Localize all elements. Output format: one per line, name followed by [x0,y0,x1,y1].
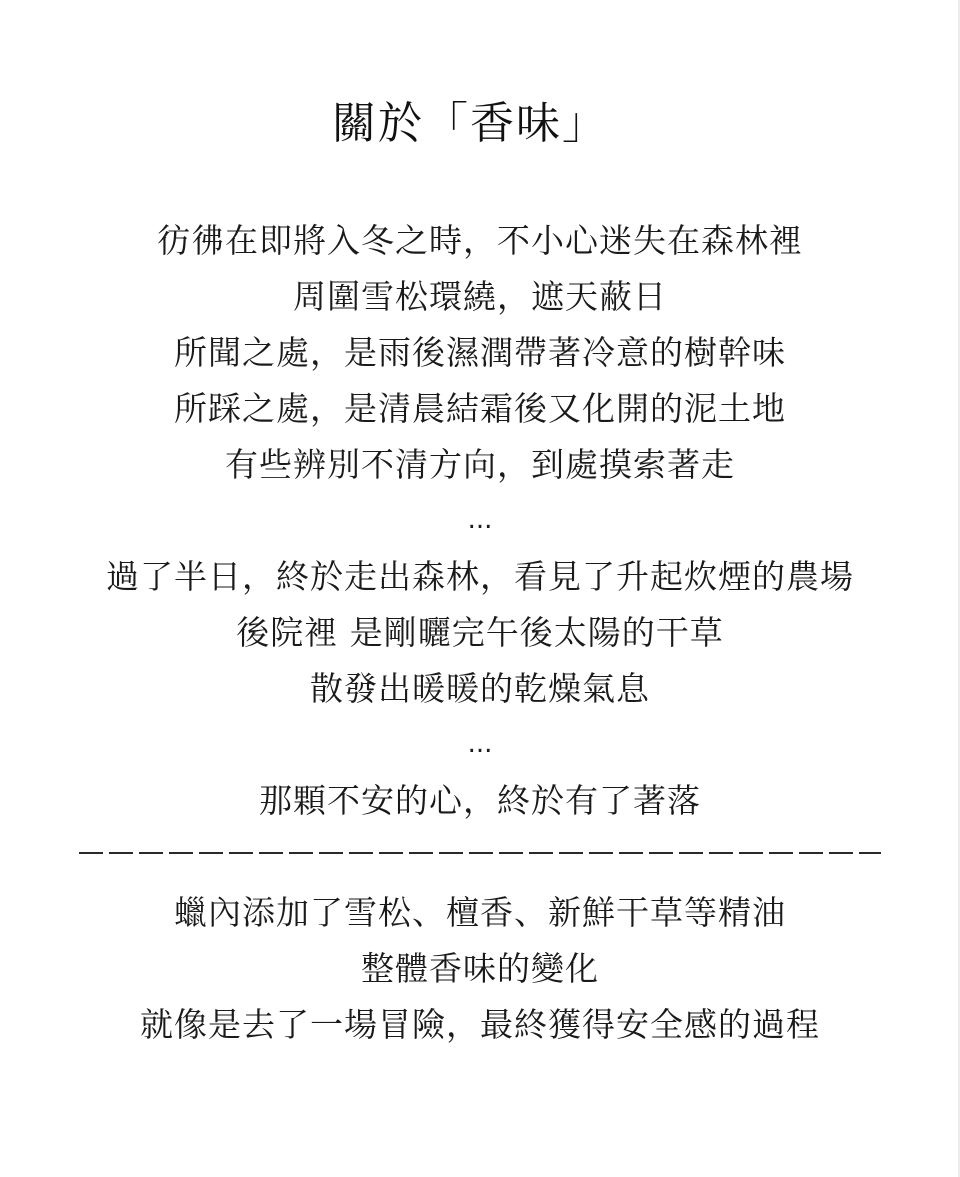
poem-line-6: 過了半日，終於走出森林，看見了升起炊煙的農場 [106,557,854,596]
poem-line-9: 那顆不安的心，終於有了著落 [259,781,701,820]
poem-line-7: 後院裡 是剛曬完午後太陽的干草 [236,613,724,652]
dashed-divider [79,852,881,854]
page-title: 關於「香味」 [332,98,608,149]
poem-line-5: 有些辨別不清方向，到處摸索著走 [225,445,735,484]
ellipsis-1: ... [467,505,493,535]
poem-line-3: 所聞之處，是雨後濕潤帶著冷意的樹幹味 [174,333,786,372]
poem-line-8: 散發出暖暖的乾燥氣息 [310,669,650,708]
note-line-1: 蠟內添加了雪松、檀香、新鮮干草等精油 [174,893,786,932]
poem-line-1: 彷彿在即將入冬之時，不小心迷失在森林裡 [157,221,803,260]
poem-line-2: 周圍雪松環繞，遮天蔽日 [293,277,667,316]
note-line-2: 整體香味的變化 [361,949,599,988]
note-line-3: 就像是去了一場冒險，最終獲得安全感的過程 [140,1005,820,1044]
ellipsis-2: ... [467,729,493,759]
poem-line-4: 所踩之處，是清晨結霜後又化開的泥土地 [174,389,786,428]
